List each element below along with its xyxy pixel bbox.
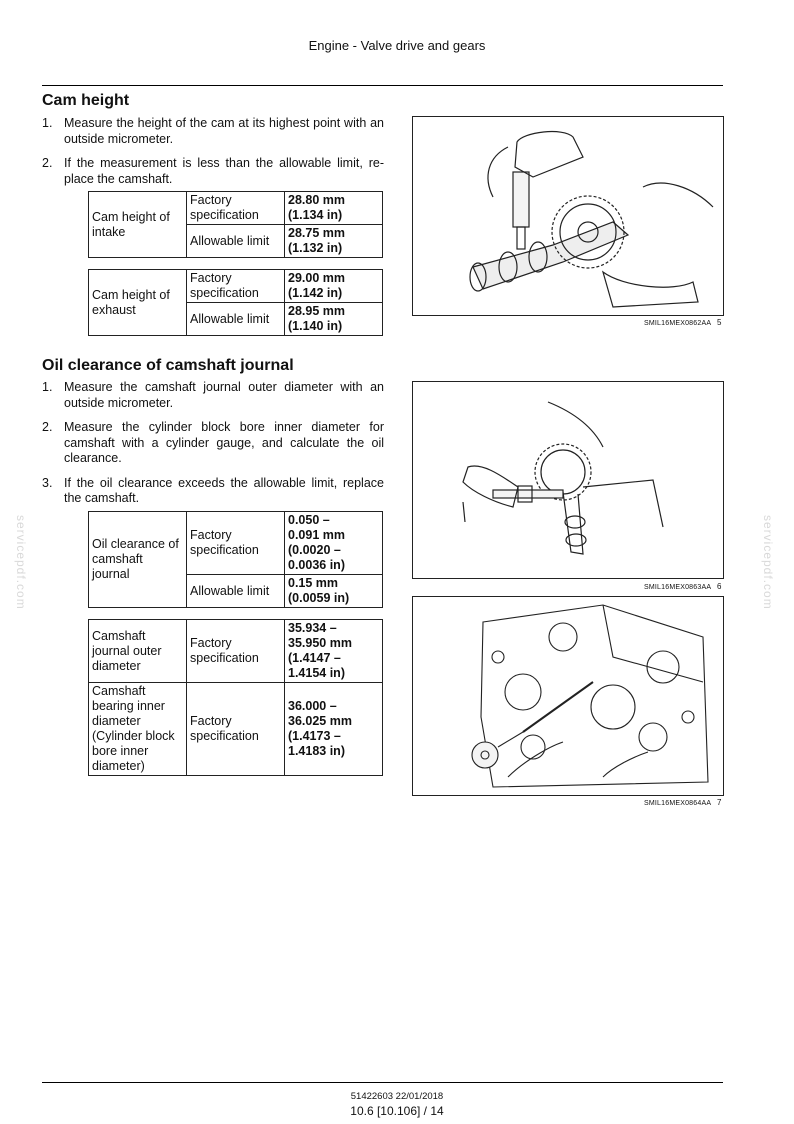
section-heading-oil-clearance: Oil clearance of camshaft journal (42, 357, 294, 374)
table-row (89, 683, 383, 776)
spec-type: Allowable limit (187, 225, 285, 258)
watermark-left: servicepdf.com (14, 515, 28, 610)
oil-clearance-step-1: 1. Measure the camshaft journal outer diameter with an outside micrometer. (42, 380, 384, 410)
table-row (89, 512, 383, 575)
figure-7-number: 7 (717, 798, 722, 807)
oil-clearance-steps (42, 380, 384, 516)
oil-clearance-table (88, 511, 383, 608)
spec-value: 28.95 mm (1.140 in) (285, 303, 383, 336)
figure-7-caption: SMIL16MEX0864AA (644, 800, 712, 807)
figure-6-number: 6 (717, 582, 722, 591)
spec-value: 36.000 – 36.025 mm (1.4173 – 1.4183 in) (285, 683, 383, 776)
spec-value: 28.75 mm (1.132 in) (285, 225, 383, 258)
spec-value: 28.80 mm (1.134 in) (285, 192, 383, 225)
spec-type: Factory specification (187, 270, 285, 303)
cylinder-gauge-block-illustration-icon (413, 597, 723, 795)
table-row (89, 192, 383, 225)
figure-5-micrometer-cam (412, 116, 724, 316)
figure-6-micrometer-journal (412, 381, 724, 579)
spec-label: Cam height of intake (89, 192, 187, 258)
watermark-right: servicepdf.com (761, 515, 775, 610)
table-row (89, 270, 383, 303)
figure-6-caption: SMIL16MEX0863AA (644, 584, 712, 591)
cam-height-step-1: 1. Measure the height of the cam at its highest point with an outside micrometer. (42, 116, 384, 146)
table-row (89, 620, 383, 683)
spec-type: Factory specification (187, 683, 285, 776)
page-header-title: Engine - Valve drive and gears (308, 38, 486, 53)
figure-7-cylinder-gauge-block (412, 596, 724, 796)
figure-5-number: 5 (717, 318, 722, 327)
cam-height-exhaust-table (88, 269, 383, 336)
spec-value: 0.050 – 0.091 mm (0.0020 – 0.0036 in) (285, 512, 383, 575)
section-heading-cam-height: Cam height (42, 92, 130, 109)
spec-value: 35.934 – 35.950 mm (1.4147 – 1.4154 in) (285, 620, 383, 683)
oil-clearance-step-2: 2. Measure the cylinder block bore inner diameter for camshaft with a cylinder gauge, and calculate the oil clearance. (42, 420, 384, 465)
cam-height-steps (42, 116, 384, 196)
spec-label: Camshaft journal outer diameter (89, 620, 187, 683)
spec-type: Allowable limit (187, 303, 285, 336)
figure-5-caption: SMIL16MEX0862AA (644, 320, 712, 327)
spec-value: 0.15 mm (0.0059 in) (285, 575, 383, 608)
micrometer-cam-illustration-icon (413, 117, 723, 315)
spec-type: Factory specification (187, 192, 285, 225)
footer-page-number: 10.6 [10.106] / 14 (350, 1104, 444, 1118)
spec-label: Camshaft bearing inner diameter (Cylinder block bore inner diameter) (89, 683, 187, 776)
micrometer-journal-illustration-icon (413, 382, 723, 578)
footer-doc-id: 51422603 22/01/2018 (350, 1091, 444, 1102)
spec-type: Factory specification (187, 620, 285, 683)
cam-height-step-2: 2. If the measurement is less than the allowable limit, re-place the camshaft. (42, 156, 384, 186)
spec-type: Factory specification (187, 512, 285, 575)
oil-clearance-step-3: 3. If the oil clearance exceeds the allowable limit, replace the camshaft. (42, 475, 384, 505)
journal-bearing-diameter-table (88, 619, 383, 776)
spec-value: 29.00 mm (1.142 in) (285, 270, 383, 303)
footer-rule (42, 1082, 723, 1083)
spec-label: Cam height of exhaust (89, 270, 187, 336)
cam-height-intake-table (88, 191, 383, 258)
header-rule (42, 85, 723, 86)
spec-label: Oil clearance of camshaft journal (89, 512, 187, 608)
spec-type: Allowable limit (187, 575, 285, 608)
